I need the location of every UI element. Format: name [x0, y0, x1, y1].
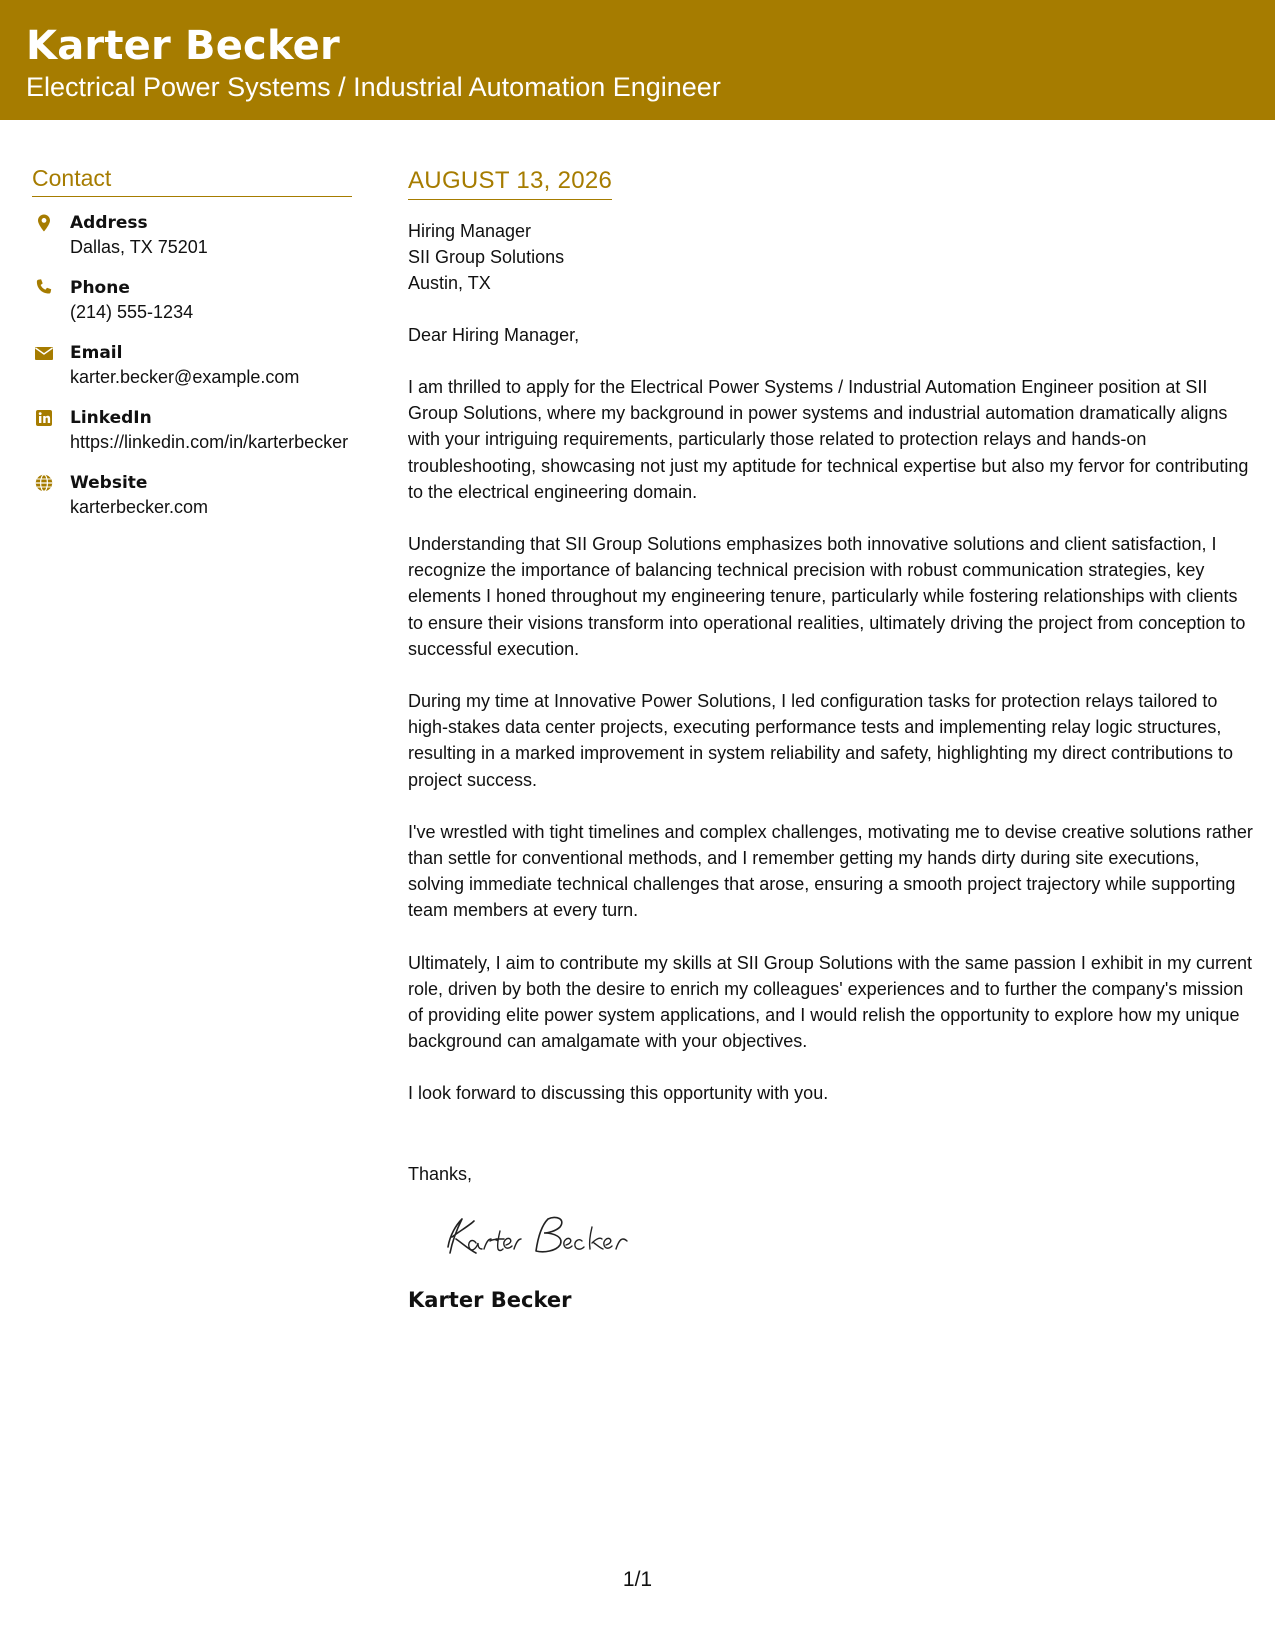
- linkedin-icon: [34, 408, 54, 428]
- candidate-title: Electrical Power Systems / Industrial Automation Engineer: [26, 72, 721, 102]
- contact-item-phone: [32, 276, 352, 325]
- phone-icon: [34, 278, 54, 298]
- letter-paragraph: Ultimately, I aim to contribute my skills at SII Group Solutions with the same passion I exhibit in my current role, driven by both the desire to enrich my colleagues' experiences and to further the company's mission of providing elite power system applications, and I would relish the opportunity to explore how my unique background can amalgamate with your objectives.: [408, 952, 1252, 1052]
- closing: Thanks,: [408, 1163, 473, 1184]
- phone-label: Phone: [70, 278, 130, 298]
- contact-sidebar: [32, 164, 352, 536]
- letter-date-wrapper: [408, 166, 612, 200]
- contact-item-address: [32, 211, 352, 260]
- address-value: Dallas, TX 75201: [70, 237, 208, 257]
- candidate-name: Karter Becker: [26, 23, 340, 69]
- map-pin-icon: [34, 213, 54, 233]
- address-label: Address: [70, 213, 148, 233]
- linkedin-value[interactable]: https://linkedin.com/in/karterbecker: [70, 432, 349, 452]
- letter-paragraph: I've wrestled with tight timelines and complex challenges, motivating me to devise creative solutions rather than settle for conventional methods, and I remember getting my hands dirty during site executions, solving immediate technical challenges that arose, ensuring a smooth project trajectory while supporting team members at every turn.: [408, 821, 1253, 921]
- letter-date: AUGUST 13, 2026: [408, 167, 613, 194]
- globe-icon: [34, 473, 54, 493]
- salutation: Dear Hiring Manager,: [408, 325, 580, 345]
- website-label: Website: [70, 473, 148, 493]
- contact-item-email: [32, 341, 352, 390]
- letter-paragraph: Understanding that SII Group Solutions emphasizes both innovative solutions and client satisfaction, I recognize the importance of balancing technical precision with robust communication strategies, key elements I honed throughout my engineering tenure, particularly while fostering relationships with clients to ensure their visions transform into operational realities, ultimately driving the project from conception to successful execution.: [408, 534, 1246, 659]
- signer-name: Karter Becker: [408, 1287, 572, 1312]
- recipient-line: SII Group Solutions: [408, 247, 565, 267]
- letter-paragraph: I look forward to discussing this opportunity with you.: [408, 1083, 829, 1104]
- contact-item-linkedin: [32, 406, 352, 455]
- letter-paragraph: During my time at Innovative Power Solutions, I led configuration tasks for protection relays tailored to high-stakes data center projects, executing performance tests and implementing relay logic structures, resulting in a marked improvement in system reliability and safety, highlighting my direct contributions to project success.: [408, 691, 1234, 790]
- website-value[interactable]: karterbecker.com: [70, 497, 209, 517]
- recipient-block: [408, 218, 1253, 296]
- letter-paragraph: I am thrilled to apply for the Electrical Power Systems / Industrial Automation Engineer position at SII Group Solutions, where my background in power systems and industrial automation dramatically aligns with your intriguing requirements, particularly those related to protection relays and hands-on troubleshooting, showcasing not just my aptitude for technical expertise but also my fervor for contributing to the electrical engineering domain.: [408, 377, 1249, 502]
- phone-value[interactable]: (214) 555-1234: [70, 302, 194, 322]
- recipient-line: Austin, TX: [408, 273, 491, 293]
- email-value[interactable]: karter.becker@example.com: [70, 367, 300, 387]
- header-banner: [0, 0, 1275, 120]
- page-number: 1/1: [622, 1568, 653, 1591]
- recipient-line: Hiring Manager: [408, 221, 532, 241]
- email-label: Email: [70, 343, 123, 363]
- letter-body: [408, 166, 1253, 1314]
- contact-section-title: Contact: [32, 164, 352, 197]
- handwritten-signature: [426, 1207, 666, 1267]
- envelope-icon: [34, 343, 54, 363]
- contact-item-website: [32, 471, 352, 520]
- linkedin-label: LinkedIn: [70, 408, 152, 428]
